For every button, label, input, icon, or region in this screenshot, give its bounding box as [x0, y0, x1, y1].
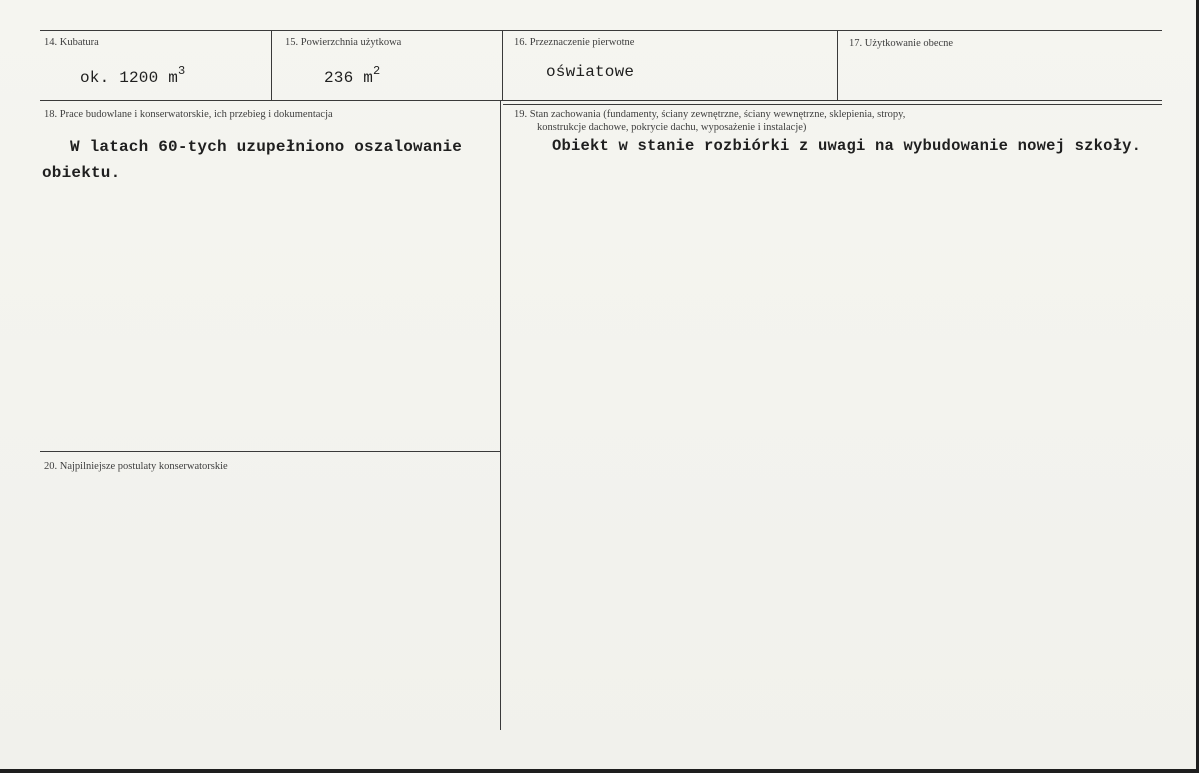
- field-15-value-text: 236 m: [324, 69, 374, 87]
- divider-15-16: [502, 30, 503, 100]
- field-19-label-line1: 19. Stan zachowania (fundamenty, ściany zewnętrzne, ściany wewnętrzne, sklepienia, stropy,: [514, 109, 906, 120]
- field-16-value: oświatowe: [546, 63, 635, 81]
- divider-18-20: [40, 451, 500, 452]
- divider-left-right: [500, 100, 501, 730]
- field-16-label: 16. Przeznaczenie pierwotne: [514, 37, 635, 48]
- field-19-label-line2: konstrukcje dachowe, pokrycie dachu, wyposażenie i instalacje): [537, 122, 807, 133]
- field-19-value: Obiekt w stanie rozbiórki z uwagi na wybudowanie nowej szkoły.: [552, 137, 1142, 155]
- field-15-value: [324, 58, 380, 91]
- field-17-label: 17. Użytkowanie obecne: [849, 38, 954, 49]
- divider-16-17: [837, 30, 838, 100]
- field-18-label: 18. Prace budowlane i konserwatorskie, ich przebieg i dokumentacja: [44, 109, 333, 120]
- card-edge-bottom: [0, 769, 1199, 773]
- row1-bottom-line-2: [503, 104, 1162, 105]
- field-18-value-line1: W latach 60-tych uzupełniono oszalowanie: [70, 138, 463, 156]
- divider-14-15: [271, 30, 272, 100]
- field-14-value: [80, 58, 185, 91]
- field-14-label: 14. Kubatura: [44, 37, 99, 48]
- field-18-value-line2: obiektu.: [42, 164, 121, 182]
- field-15-exponent: 2: [373, 64, 381, 78]
- field-20-label: 20. Najpilniejsze postulaty konserwatorskie: [44, 461, 228, 472]
- field-14-value-text: ok. 1200 m: [80, 69, 179, 87]
- field-14-exponent: 3: [178, 64, 186, 78]
- top-border-line: [40, 30, 1162, 31]
- field-15-label: 15. Powierzchnia użytkowa: [285, 37, 402, 48]
- row1-bottom-line: [40, 100, 1162, 101]
